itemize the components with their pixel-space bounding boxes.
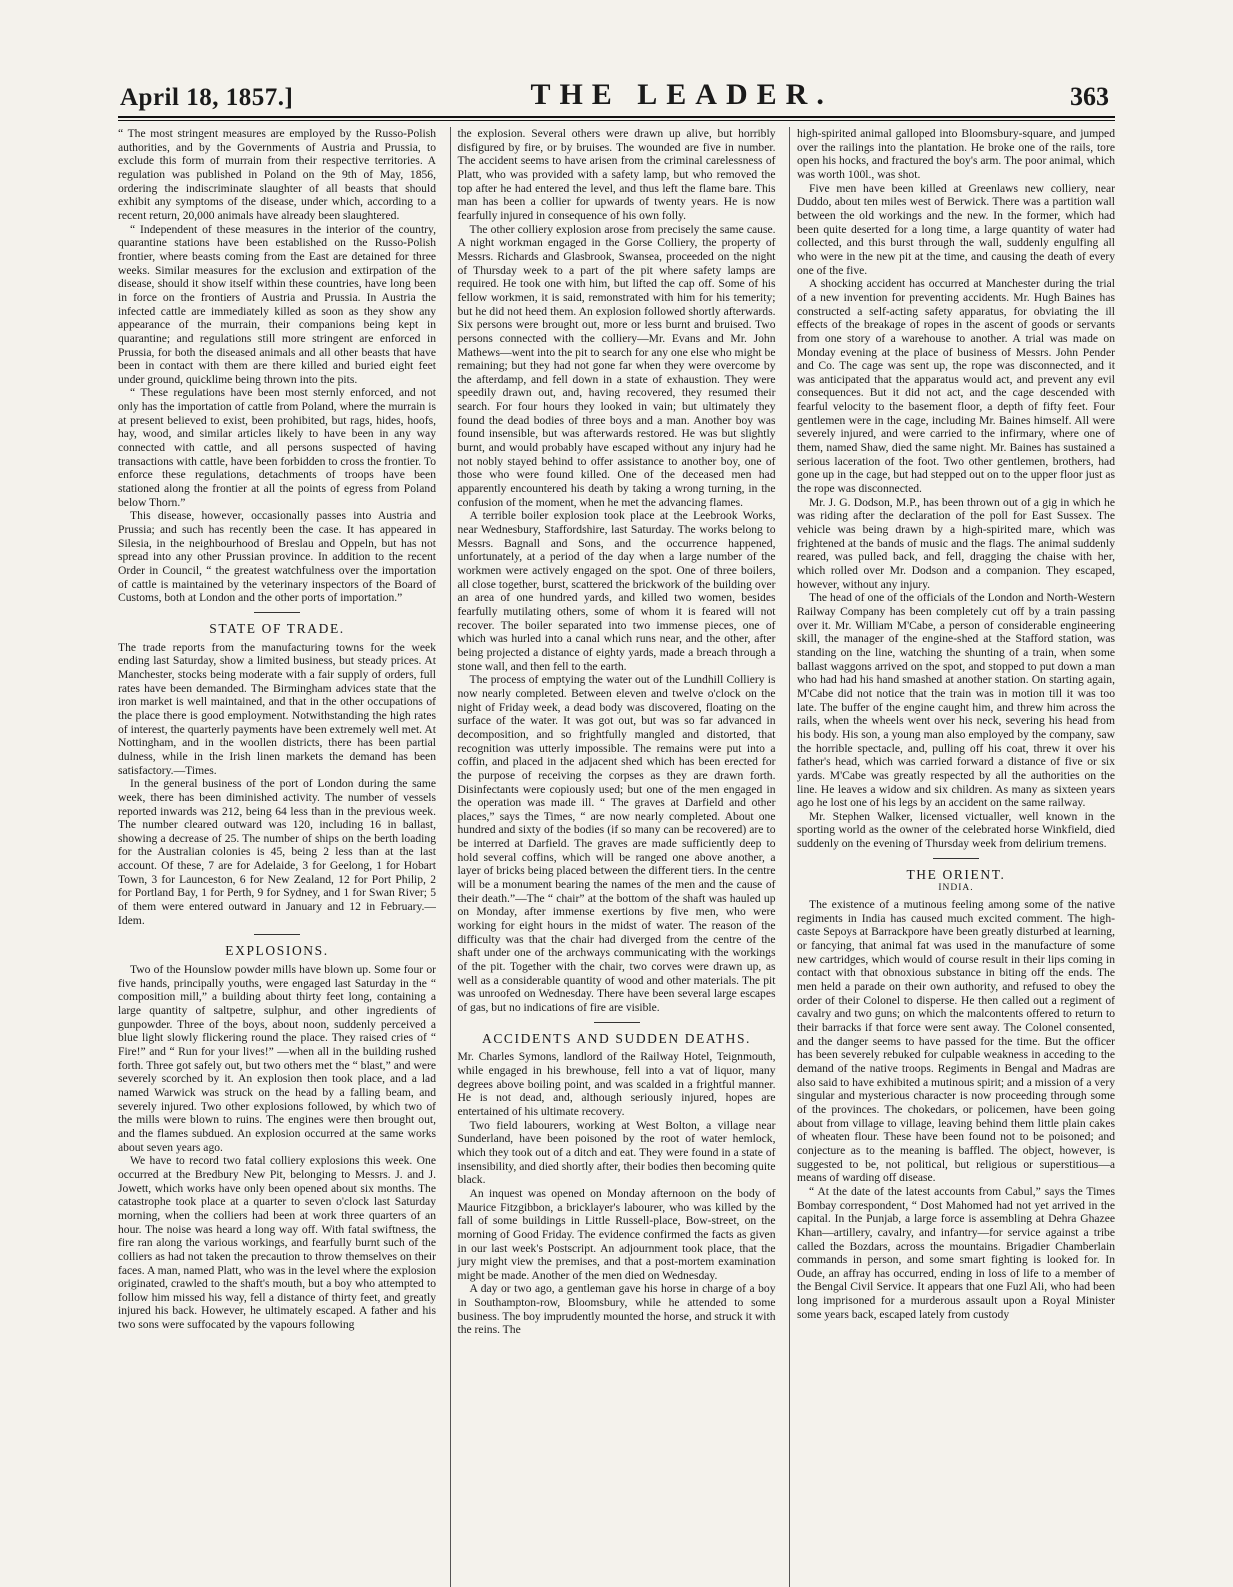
paragraph: A shocking accident has occurred at Manchester during the trial of a new invention for preventing accidents. Mr. Hugh Baines has constructed a self-acting safety apparatus, for obviating the ill effects of the breakage of ropes in the ascent of goods or servants from one story of a warehouse to another. A trial was made on Monday evening at the place of business of Messrs. John Pender and Co. The cage was sent up, the rope was disconnected, and it was anticipated that the apparatus would act, and prevent any evil consequences. But it did not act, and the cage descended with fearful velocity to the basement floor, a depth of fifty feet. Four gentlemen were in the cage, including Mr. Baines himself. All were severely injured, and were carried to the infirmary, where one of them, named Shaw, died the same night. Mr. Baines has sustained a serious laceration of the foot. Two other gentlemen, brothers, had gone up in the cage, but had stepped out on to the upper floor just as the rope was disconnected. <box>797 277 1115 496</box>
paragraph: The existence of a mutinous feeling among some of the native regiments in India has caused much excited comment. The high-caste Sepoys at Barrackpore have been greatly disturbed at learning, or fancying, that animal fat was used in the manufacture of some new cartridges, which would of course result in their lips coming in contact with that obnoxious substance in biting off the ends. The men held a parade on their own authority, and refused to obey the order of their Colonel to disperse. He then called out a regiment of cavalry and two guns; on which the malcontents offered to return to their barracks if that force were sent away. The Colonel consented, and the danger seems to have passed for the time. But the officer has been severely rebuked for culpable weakness in acceding to the demand of the native troops. Regiments in Bengal and Madras are also said to have exhibited a mutinous spirit; and a mission of a very singular and mysterious character is now proceeding through some of the provinces. The chokedars, or policemen, have been going about from village to village, leaving behind them little plain cakes of wheaten flour. These have been found not to be poisoned; and conjecture as to the meaning is baffled. The object, however, is suggested to be, not political, but religious or superstitious—a means of warding off disease. <box>797 898 1115 1185</box>
section-divider <box>933 858 979 859</box>
paragraph: We have to record two fatal colliery explosions this week. One occurred at the Bredbury New Pit, belonging to Messrs. J. and J. Jowett, which works have only been opened about six months. The catastrophe took place at a quarter to seven o'clock last Saturday morning, when the colliers had been at work three quarters of an hour. The noise was heard a long way off. With fatal swiftness, the fire ran along the various workings, and fearfully burnt such of the colliers as had not taken the precaution to throw themselves on their faces. A man, named Platt, who was in the level where the explosion originated, crawled to the shaft's mouth, but a boy who attempted to follow him missed his way, fell a distance of thirty feet, and greatly injured his back. However, he ultimately escaped. A father and his two sons were suffocated by the vapours following <box>118 1154 436 1332</box>
paragraph: The other colliery explosion arose from precisely the same cause. A night workman engaged in the Gorse Colliery, the property of Messrs. Richards and Glasbrook, Swansea, proceeded on the night of Thursday week to a part of the pit where safety lamps are required. He took one with him, but lifted the cap off. Some of his fellow workmen, it is said, remonstrated with him for his temerity; but he did not heed them. An explosion followed shortly afterwards. Six persons were brought out, more or less burnt and bruised. Two persons connected with the colliery—Mr. Evans and Mr. John Mathews—went into the pit to search for any one else who might be remaining; but they had not gone far when they were overcome by the afterdamp, and fell down in a state of exhaustion. They were speedily drawn out, and, having recovered, they resumed their search. For four hours they looked in vain; but ultimately they found the dead bodies of three boys and a man. Another boy was found insensible, but was afterwards restored. He was but slightly burnt, and would probably have escaped without any injury had he not nobly stayed behind to offer assistance to another boy, one of those who were found killed. One of the deceased men had apparently encountered his death by taking a wrong turning, in the confusion of the moment, when he met the advancing flames. <box>457 222 776 509</box>
header-rule <box>118 116 1115 121</box>
paragraph: the explosion. Several others were drawn up alive, but horribly disfigured by fire, or by bruises. The wounded are five in number. The accident seems to have arisen from the criminal carelessness of Platt, who was provided with a safety lamp, but who removed the top after he had entered the level, and thus left the flame bare. This man has been a collier for upwards of twenty years. He is now fearfully injured in consequence of his own folly. <box>457 127 776 222</box>
subheading-india: INDIA. <box>938 883 974 894</box>
paragraph: “ Independent of these measures in the interior of the country, quarantine stations have been established on the Russo-Polish frontier, where beasts coming from the East are detained for three weeks. Similar measures for the exclusion and extirpation of the disease, should it show itself within these countries, have long been in force on the frontiers of Austria and Prussia. In Austria the infected cattle are immediately killed as soon as they show any appearance of the murrain, their companions being kept in quarantine; and regulations still more stringent are enforced in Prussia, for both the diseased animals and all other beasts that have been in contact with them are there killed and buried eight feet under ground, quicklime being thrown into the pits. <box>118 222 436 386</box>
column-1 <box>118 127 436 1587</box>
paragraph: high-spirited animal galloped into Bloomsbury-square, and jumped over the railings into the plantation. He broke one of the rails, tore open his hocks, and fractured the boy's arm. The poor animal, which was worth 100l., was shot. <box>797 127 1115 181</box>
section-heading-the-orient: THE ORIENT. <box>906 866 1006 882</box>
issue-date: April 18, 1857.] <box>120 84 294 111</box>
paragraph: Mr. Charles Symons, landlord of the Railway Hotel, Teignmouth, while engaged in his brewhouse, fell into a vat of liquor, many degrees above boiling point, and was scalded in a frightful manner. He is not dead, and, although seriously injured, hopes are entertained of his ultimate recovery. <box>457 1050 776 1118</box>
paragraph: In the general business of the port of London during the same week, there has been diminished activity. The number of vessels reported inwards was 212, being 64 less than in the previous week. The number cleared outward was 120, including 16 in ballast, showing a decrease of 25. The number of ships on the berth loading for the Australian colonies is 45, being 2 less than at the last account. Of these, 7 are for Adelaide, 3 for Geelong, 1 for Hobart Town, 3 for Launceston, 6 for New Zealand, 12 for Port Philip, 2 for Portland Bay, 1 for Perth, 9 for Sydney, and 1 for Swan River; 5 of them were entered outward in January and 12 in February.—Idem. <box>118 777 436 927</box>
paragraph: “ At the date of the latest accounts from Cabul,” says the Times Bombay correspondent, “ Dost Mahomed had not yet arrived in the capital. In the Punjab, a large force is assembling at Dehra Ghazee Khan—artillery, cavalry, and infantry—for service against a tribe called the Bozdars, across the mountains. Brigadier Chamberlain commands in person, and some smart fighting is looked for. In Oude, an affray has occurred, ending in loss of life to a member of the Bengal Civil Service. It appears that one Fuzl Ali, who had been long imprisoned for a murderous assault upon a Royal Minister some years back, escaped lately from custody <box>797 1184 1115 1321</box>
paragraph: Five men have been killed at Greenlaws new colliery, near Duddo, about ten miles west of Berwick. There was a partition wall between the old workings and the new. In the former, which had been quite deserted for a long time, a large quantity of water had collected, and this burst through the wall, suddenly engulfing all who were in the new pit at the time, and causing the death of every one of the five. <box>797 181 1115 277</box>
column-2 <box>450 127 776 1587</box>
paragraph: A day or two ago, a gentleman gave his horse in charge of a boy in Southampton-row, Bloomsbury, while he attended to some business. The boy imprudently mounted the horse, and struck it with the reins. The <box>457 1282 776 1337</box>
section-divider <box>594 1022 640 1023</box>
paragraph: The process of emptying the water out of the Lundhill Colliery is now nearly completed. Between eleven and twelve o'clock on the night of Friday week, a dead body was discovered, floating on the surface of the water. It was got out, but was so far advanced in decomposition, and so frightfully mangled and distorted, that recognition was utterly impossible. The remains were put into a coffin, and placed in the adjacent shed which has been erected for the purpose of receiving the corpses as they are drawn forth. Disinfectants were copiously used; but one of the men engaged in the operation was made ill. “ The graves at Darfield and other places,” says the Times, “ are now nearly completed. About one hundred and sixty of the bodies (if so many can be recovered) are to be interred at Darfield. The graves are made sufficiently deep to hold several coffins, which will be ranged one above another, a layer of bricks being placed between the different tiers. In the centre will be a monument bearing the names of the men and the cause of their death.”—The “ chair” at the bottom of the shaft was hauled up on Monday, after immense exertions by five men, who were working for eight hours in the midst of water. The reason of the difficulty was that the chair had diverged from the centre of the shaft under one of the archways communicating with the workings of the pit. Together with the chair, two corves were drawn up, as well as a considerable quantity of wood and other materials. The pit was unroofed on Wednesday. There have been several large escapes of gas, but no indications of fire are visible. <box>457 673 776 1014</box>
column-3 <box>789 127 1115 1587</box>
section-heading-explosions: EXPLOSIONS. <box>225 943 329 959</box>
paragraph: The trade reports from the manufacturing towns for the week ending last Saturday, show a limited business, but steady prices. At Manchester, stocks being moderate with a fair supply of orders, full rates have been demanded. The Birmingham advices state that the iron market is well maintained, and that in the other occupations of the place there is good employment. Notwithstanding the high rates of interest, the quarterly payments have been extremely well met. At Nottingham, and in the woollen districts, there has been partial dulness, while in the Irish linen markets the demand has been satisfactory.—Times. <box>118 640 436 777</box>
section-divider <box>254 612 300 613</box>
page-number: 363 <box>1069 82 1109 111</box>
paragraph: Two field labourers, working at West Bolton, a village near Sunderland, have been poisoned by the root of water hemlock, which they took out of a ditch and eat. They were found in a state of insensibility, and died shortly after, their bodies then becoming quite black. <box>457 1118 776 1187</box>
paragraph: Two of the Hounslow powder mills have blown up. Some four or five hands, principally youths, were engaged last Saturday in the “ composition mill,” a building about thirty feet long, containing a large quantity of saltpetre, sulphur, and other ingredients of gunpowder. Three of the boys, about noon, suddenly perceived a blue light slowly flickering round the place. They raised cries of “ Fire!” and “ Run for your lives!” —when all in the building rushed forth. Three got safely out, but two others met the “ blast,” and were severely scorched by it. An explosion then took place, and a lad named Warwick was struck on the head by a falling beam, and severely injured. Two other explosions followed, by which two of the mills were blown to ruins. The engines were then brought out, and the flames subdued. An explosion occurred at the same works about seven years ago. <box>118 963 436 1154</box>
paragraph: This disease, however, occasionally passes into Austria and Prussia; and such has recently been the case. It has appeared in Silesia, in the neighbourhood of Breslau and Oppeln, but has not spread into any other Prussian province. In addition to the recent Order in Council, “ the greatest watchfulness over the importation of cattle is maintained by the veterinary inspectors of the Board of Customs, both at London and the other ports of importation.” <box>118 509 436 605</box>
section-heading-state-of-trade: STATE OF TRADE. <box>209 620 345 636</box>
paragraph: Mr. Stephen Walker, licensed victualler, well known in the sporting world as the owner of the celebrated horse Winkfield, died suddenly on the evening of Thursday week from delirium tremens. <box>797 809 1115 851</box>
masthead <box>120 72 1109 112</box>
paragraph: A terrible boiler explosion took place at the Leebrook Works, near Wednesbury, Staffordshire, last Saturday. The works belong to Messrs. Bagnall and Sons, and the occurrence happened, unfortunately, at a period of the day when a large number of the workmen were actively engaged on the spot. One of three boilers, all close together, burst, scattered the brickwork of the building over an area of one hundred yards, and killed two women, besides fearfully mutilating others, some of whom it is feared will not recover. The boiler separated into two immense pieces, one of which was hurled into a canal which runs near, and the other, after being projected a distance of eighty yards, made a breach through a stone wall, and then fell to the earth. <box>457 509 776 673</box>
paragraph: “ The most stringent measures are employed by the Russo-Polish authorities, and by the Governments of Austria and Prussia, to exclude this form of murrain from their respective territories. A regulation was published in Poland on the 9th of May, 1856, ordering the indiscriminate slaughter of all beasts that should exhibit any symptoms of the disease, under which, according to a recent return, 20,000 animals have already been slaughtered. <box>118 127 436 222</box>
paragraph: The head of one of the officials of the London and North-Western Railway Company has been completely cut off by a train passing over it. Mr. William M'Cabe, a person of considerable engineering skill, the manager of the engine-shed at the Stafford station, was standing on the line, watching the shunting of a train, when some ballast waggons arrived on the spot, and stopped to put down a man who had had his hand smashed at another station. On starting again, M'Cabe did not notice that the train was in motion till it was too late. The buffer of the engine caught him, and threw him across the rails, when the wheels went over his neck, severing his head from his body. His son, a young man also employed by the company, saw the horrible spectacle, and, pulling off his coat, threw it over his father's head, which was carried forward a distance of five or six yards. M'Cabe was greatly respected by all the authorities on the line. He leaves a widow and six children. As many as sixteen years ago he lost one of his legs by an accident on the same railway. <box>797 591 1115 810</box>
section-divider <box>254 934 300 935</box>
section-heading-accidents: ACCIDENTS AND SUDDEN DEATHS. <box>481 1030 752 1046</box>
paragraph: Mr. J. G. Dodson, M.P., has been thrown out of a gig in which he was riding after the declaration of the poll for East Sussex. The vehicle was being drawn by a high-spirited mare, which was frightened at the bands of music and the flags. The animal suddenly reared, was pulled back, and fell, dragging the chaise with her, which rolled over Mr. Dodson and a companion. They escaped, however, without any injury. <box>797 495 1115 591</box>
article-columns <box>118 127 1115 1587</box>
paragraph: An inquest was opened on Monday afternoon on the body of Maurice Fitzgibbon, a bricklayer's labourer, who was killed by the fall of some buildings in Little Russell-place, Bow-street, on the morning of Good Friday. The evidence confirmed the facts as given in our last week's Postscript. An adjournment took place, that the jury might view the premises, and that a post-mortem examination might be made. Another of the men died on Wednesday. <box>457 1186 776 1282</box>
newspaper-title: THE LEADER. <box>530 78 833 111</box>
paragraph: “ These regulations have been most sternly enforced, and not only has the importation of cattle from Poland, where the murrain is at present believed to exist, been prohibited, but rags, hides, hoofs, hay, wood, and similar articles likely to have been in any way connected with cattle, and all persons suspected of having transactions with cattle, have been forbidden to cross the frontier. To enforce these regulations, detachments of troops have been stationed along the frontier at all the points of egress from Poland below Thorn.” <box>118 386 436 509</box>
